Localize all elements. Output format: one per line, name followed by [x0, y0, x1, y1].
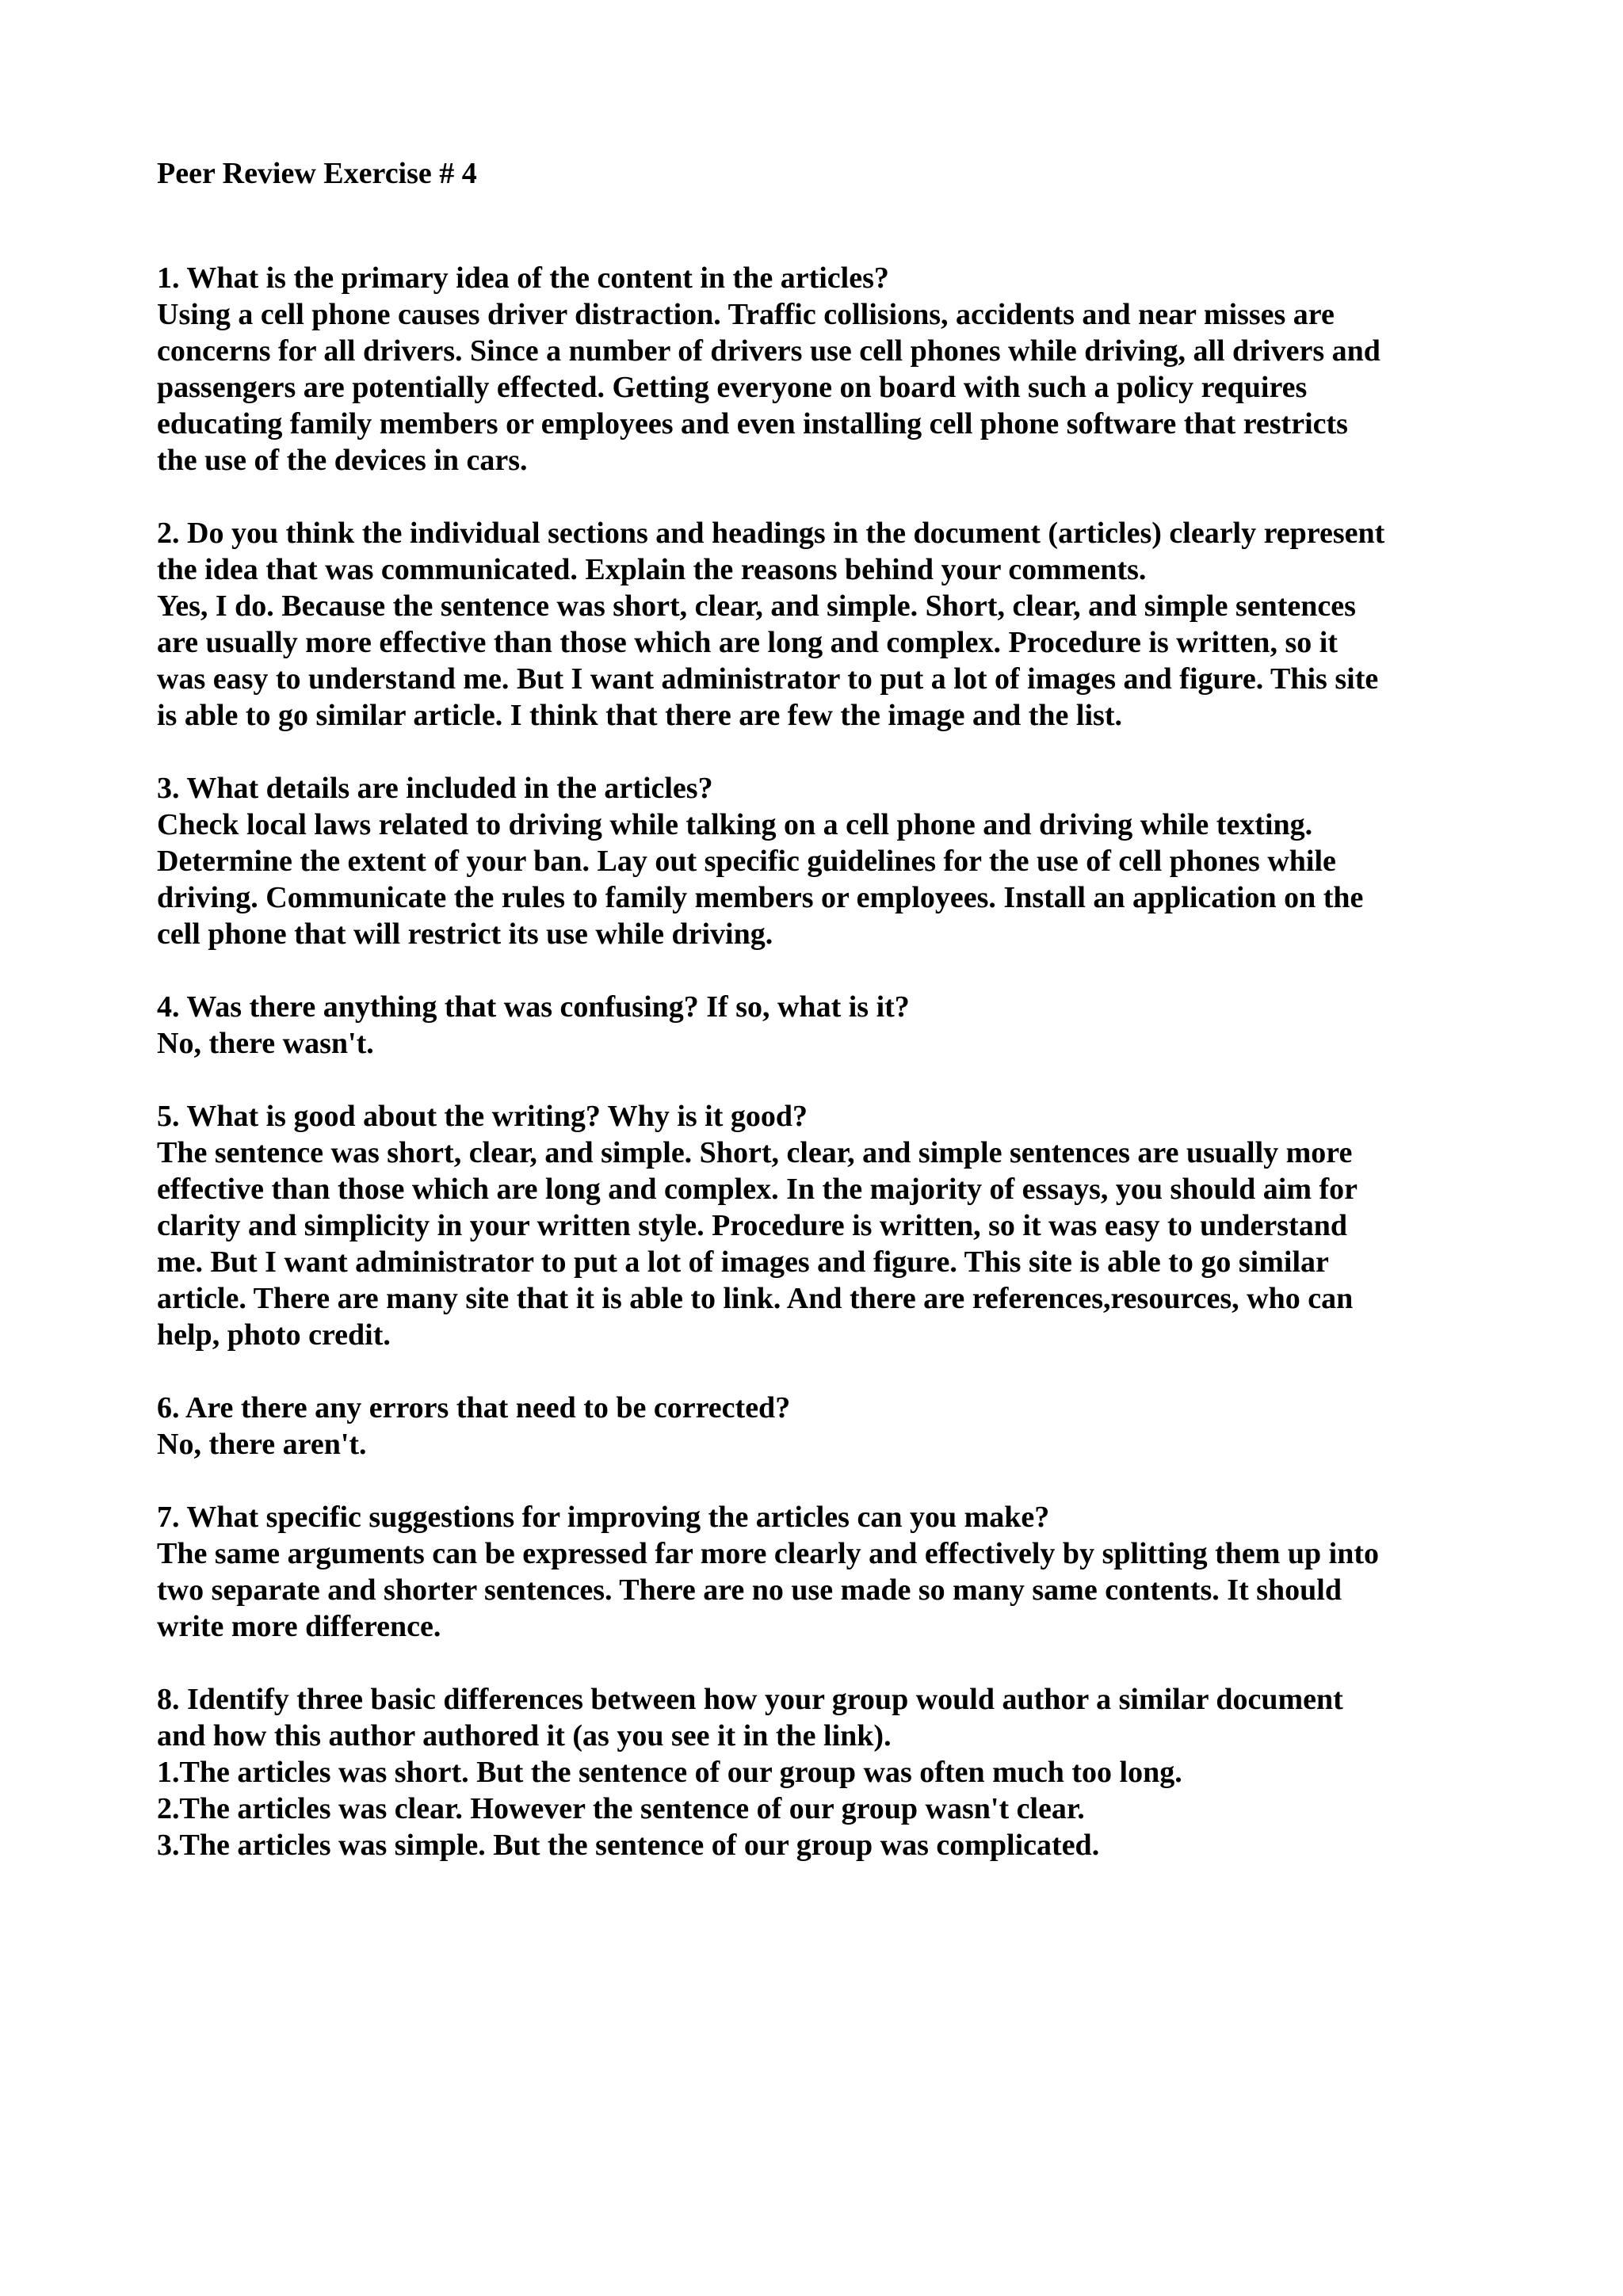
answer-5-line: help, photo credit.	[157, 1318, 391, 1352]
question-4: 4. Was there anything that was confusing? If so, what is it?	[157, 990, 910, 1024]
document-title: Peer Review Exercise # 4	[157, 157, 477, 190]
section-4	[157, 989, 1496, 1062]
question-8: and how this author authored it (as you see it in the link).	[157, 1719, 892, 1753]
answer-5-line: me. But I want administrator to put a lot of images and figure. This site is able to go similar	[157, 1245, 1329, 1279]
answer-2-line: is able to go similar article. I think that there are few the image and the list.	[157, 699, 1122, 732]
answer-5-line: article. There are many site that it is able to link. And there are references,resources, who can	[157, 1282, 1354, 1315]
answer-8-item: 3.The articles was simple. But the sentence of our group was complicated.	[157, 1829, 1100, 1862]
question-5: 5. What is good about the writing? Why is it good?	[157, 1100, 808, 1133]
section-3	[157, 770, 1496, 952]
answer-4-line: No, there wasn't.	[157, 1027, 374, 1060]
answer-2-line: was easy to understand me. But I want administrator to put a lot of images and figure. This site	[157, 662, 1379, 696]
answer-3-line: Determine the extent of your ban. Lay out specific guidelines for the use of cell phones while	[157, 845, 1336, 878]
answer-1-line: the use of the devices in cars.	[157, 444, 528, 477]
answer-7-line: write more difference.	[157, 1610, 441, 1643]
answer-5-line: effective than those which are long and complex. In the majority of essays, you should aim for	[157, 1173, 1358, 1206]
answer-1-line: educating family members or employees and even installing cell phone software that restricts	[157, 407, 1348, 441]
answer-1-line: concerns for all drivers. Since a number of drivers use cell phones while driving, all drivers and	[157, 334, 1381, 368]
answer-1-line: passengers are potentially effected. Getting everyone on board with such a policy requires	[157, 371, 1308, 404]
section-7	[157, 1499, 1496, 1645]
answer-2-line: Yes, I do. Because the sentence was short, clear, and simple. Short, clear, and simple sentences	[157, 589, 1356, 623]
section-1	[157, 260, 1496, 479]
answer-6-line: No, there aren't.	[157, 1428, 367, 1461]
question-3: 3. What details are included in the articles?	[157, 772, 713, 805]
answer-5-line: The sentence was short, clear, and simple. Short, clear, and simple sentences are usually more	[157, 1136, 1353, 1169]
answer-1-line: Using a cell phone causes driver distraction. Traffic collisions, accidents and near misses are	[157, 298, 1335, 331]
question-1: 1. What is the primary idea of the content in the articles?	[157, 261, 889, 295]
question-2: the idea that was communicated. Explain the reasons behind your comments.	[157, 553, 1147, 586]
section-5	[157, 1098, 1496, 1353]
answer-2-line: are usually more effective than those which are long and complex. Procedure is written, so it	[157, 626, 1338, 659]
question-6: 6. Are there any errors that need to be corrected?	[157, 1391, 791, 1425]
document-page	[157, 155, 1496, 1900]
answer-8-item: 2.The articles was clear. However the sentence of our group wasn't clear.	[157, 1792, 1085, 1825]
question-7: 7. What specific suggestions for improving the articles can you make?	[157, 1501, 1050, 1534]
section-2	[157, 515, 1496, 734]
answer-3-line: cell phone that will restrict its use while driving.	[157, 917, 773, 951]
answer-3-line: Check local laws related to driving while talking on a cell phone and driving while texting.	[157, 808, 1313, 841]
section-6	[157, 1390, 1496, 1463]
answer-8-item: 1.The articles was short. But the sentence of our group was often much too long.	[157, 1756, 1182, 1789]
answer-3-line: driving. Communicate the rules to family members or employees. Install an application on the	[157, 881, 1364, 914]
answer-7-line: two separate and shorter sentences. There are no use made so many same contents. It should	[157, 1573, 1342, 1607]
question-2: 2. Do you think the individual sections and headings in the document (articles) clearly represent	[157, 517, 1385, 550]
answer-7-line: The same arguments can be expressed far more clearly and effectively by splitting them up into	[157, 1537, 1380, 1570]
answer-5-line: clarity and simplicity in your written style. Procedure is written, so it was easy to understand	[157, 1209, 1347, 1242]
section-8	[157, 1681, 1496, 1863]
question-8: 8. Identify three basic differences between how your group would author a similar document	[157, 1683, 1343, 1716]
